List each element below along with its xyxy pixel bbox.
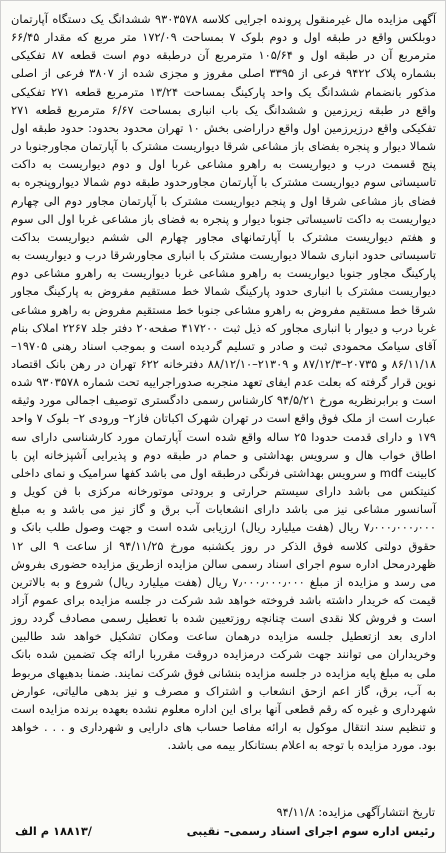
auction-notice [6, 6, 442, 849]
publish-date-line [276, 805, 435, 819]
notice-signature: رئیس اداره سوم اجرای اسناد رسمی– نقیبی [186, 824, 435, 838]
notice-body: آگهی مزایده مال غیرمنقول پرونده اجرایی کلاسه ۹۳۰۳۵۷۸ ششدانگ یک دستگاه آپارتمان دوبلکس واقع در طبقه اول و دوم بلوک ۷ بمساحت ۱۷۲/۰۹ متر مربع که مقدار ۶۶/۴۵ مترمربع آن در طبقه اول و ۱۰۵/۶۴ مترمربع آن درطبقه دوم است قطعه ۸۷ تفکیکی بشماره پلاک ۹۴۲۲ فرعی از ۳۳۹۵ اصلی مفروز و مجزی شده از ۳۸۰۷ فرعی از اصلی مذکور بانضمام ششدانگ یک واحد پارکینگ بمساحت ۱۳/۲۴ مترمربع قطعه ۲۷۱ تفکیکی واقع در طبقه زیرزمین و ششدانگ یک باب انباری بمساحت ۶/۶۷ مترمربع قطعه ۲۷۱ تفکیکی واقع درزیرزمین اول واقع دراراضی بخش ۱۰ تهران محدود بحدود: حدود طبقه اول شمالا دیوار و پنجره بفضای باز مشاعی شرقا دیواریست مشترک با آپارتمان مجاورجنوبا در پنج قسمت درب و دیواریست به راهرو مشاعی غربا اول و دوم دیواریست به داکت تاسیساتی سوم دیواریست مشترک با آپارتمان مجاورحدود طبقه دوم شمالا دیواروپنجره به فضای باز مشاعی شرقا اول و پنجم دیواریست مشترک با آپارتمان مجاور دوم الی چهارم دیواریست به داکت تاسیساتی جنوبا دیوار و پنجره به فضای باز مشاعی غربا اول الی سوم و هفتم دیواریست مشترک با آپارتمانهای مجاور چهارم الی ششم دیواریست بداکت تاسیساتی حدود انباری شمالا دیواریست مشترک با انباری مجاورشرقا درب و دیواریست به پارکینگ مجاور جنوبا دیواریست به راهرو مشاعی غربا دیواریست به راهرو مشاعی دوم دیواریست مشترک با انباری حدود پارکینگ شمالا خط مستقیم مفروض به پارکینگ مجاور شرقا خط مستقیم مفروض به راهرو مشاعی جنوبا خط مستقیم مفروض به راهرو مشاعی غربا درب و دیوار با انباری مجاور که ذیل ثبت ۴۱۷۲۰۰ صفحه۲۰ دفتر جلد ۲۲۶۷ املاک بنام آقای سیامک محمودی ثبت و صادر و تسلیم گردیده است و بموجب اسناد رهنی ۱۹۷۰۵–۸۶/۱۱/۱۸ و ۲۰۷۳۵–۸۷/۱۲/۳ و ۲۱۳۰۹–۸۸/۱۲/۱۰ دفترخانه ۶۲۲ تهران در رهن بانک اقتصاد نوین قرار گرفته که بعلت عدم ایفای تعهد منجربه صدوراجراییه تحت شماره ۹۳۰۳۵۷۸ شده است و برابرنظریه مورخ ۹۴/۵/۲۱ کارشناس رسمی دادگستری توصیف اجمالی مورد وثیقه عبارت است از ملک فوق واقع است در تهران شهرک اکباتان فاز۲– ورودی ۲– بلوک ۷ واحد ۱۷۹ و دارای قدمت حدودا ۲۵ ساله واقع شده است آپارتمان مورد کارشناسی دارای سه اطاق خواب هال و سرویس بهداشتی و حمام در طبقه دوم و پذیرایی آشپزخانه اپن با کابینت mdf و سرویس بهداشتی فرنگی درطبقه اول می باشد کفها سرامیک و نمای داخلی کنیتکس می باشد دارای سیستم حرارتی و برودتی موتورخانه مرکزی با فن کویل و آسانسور مشاعی نیز می باشد دارای انشعابات آب برق و گاز نیز می باشد و به مبلغ ۷٫۰۰۰٫۰۰۰٫۰۰۰ ریال (هفت میلیارد ریال) ارزیابی شده است و جهت وصول طلب بانک و حقوق دولتی کلاسه فوق الذکر در روز یکشنبه مورخ ۹۴/۱۱/۲۵ از ساعت ۹ الی ۱۲ ظهردرمحل اداره سوم اجرای اسناد رسمی سالن مزایده ازطریق مزایده حضوری بفروش می رسد و مزایده از مبلغ ۷٫۰۰۰٫۰۰۰٫۰۰۰ ریال (هفت میلیارد ریال) شروع و به بالاترین قیمت که خریدار داشته باشد فروخته خواهد شد شرکت در جلسه مزایده برای عموم آزاد است و فروش کلا نقدی است چنانچه روزتعیین شده با تعطیل رسمی مصادف گردد روز اداری بعد ازتعطیل جلسه مزایده درهمان ساعت ومکان تشکیل خواهد شد طالبین وخریداران می توانند جهت شرکت درمزایده دروقت مقرربا ارائه چک تضمین شده بانک ملی به مبلغ پایه مزایده در جلسه مزایده بنشانی فوق شرکت نمایند. ضمنا بدهیهای مربوط به آب، برق، گاز اعم ازحق انشعاب و اشتراک و مصرف و نیز بدهی مالیاتی، عوارض شهرداری و غیره که رقم قطعی آنها برای این اداره معلوم نشده بعهده برنده مزایده است و تنظیم سند انتقال موکول به ارائه مفاصا حساب های دارایی و شهرداری و . . . خواهد بود. مورد مزایده با توجه به اعلام بستانکار بیمه می باشد. [11, 12, 437, 753]
notice-code: /۱۸۸۱۳ م الف [15, 824, 92, 838]
publish-date-label: تاریخ انتشارآگهی مزایده: [318, 805, 435, 819]
publish-date-value: ۹۴/۱۱/۸ [276, 805, 315, 819]
notice-footer [15, 824, 435, 838]
